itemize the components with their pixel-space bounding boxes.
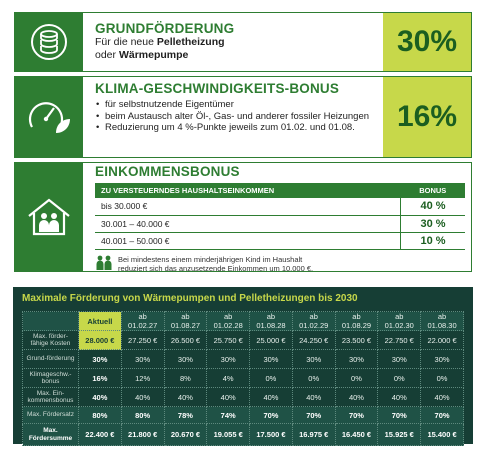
column-header [23,312,79,331]
column-header: ab 01.08.29 [335,312,378,331]
table-cell: 19.055 € [207,424,250,446]
table-cell: 30% [292,350,335,369]
table-cell: 30% [421,350,464,369]
table-cell: 0% [378,369,421,388]
row-label: Klimageschw.-bonus [23,369,79,388]
row-label: Max. Ein-kommensbonus [23,388,79,407]
table-cell: 4% [207,369,250,388]
klima-bonus-card [14,76,472,158]
funding-overview-panel [13,287,473,444]
table-cell: 17.500 € [250,424,293,446]
column-header: ab 01.08.27 [164,312,207,331]
table-cell: 22.750 € [378,331,421,350]
table-cell: 0% [250,369,293,388]
table-row [95,232,465,249]
column-header: Aktuell [79,312,122,331]
income-cell: 40.001 – 50.000 € [95,232,401,249]
table-cell: 8% [164,369,207,388]
percent-badge: 16% [383,77,471,157]
einkommensbonus-card [14,162,472,272]
table-cell: 80% [79,407,122,424]
list-item: • für selbstnutzende Eigentümer [95,99,381,111]
table-cell: 0% [335,369,378,388]
table-cell: 24.250 € [292,331,335,350]
table-cell: 25.750 € [207,331,250,350]
table-cell: 40% [121,388,164,407]
bullet-list [95,99,381,134]
income-cell: bis 30.000 € [95,198,401,215]
table-cell: 22.000 € [421,331,464,350]
table-cell: 70% [250,407,293,424]
table-cell: 23.500 € [335,331,378,350]
table-cell: 30% [207,350,250,369]
table-row [23,407,464,424]
table-cell: 16% [79,369,122,388]
card-title: EINKOMMENSBONUS [95,164,240,179]
list-item: • beim Austausch alter Öl-, Gas- und anderer fossiler Heizungen [95,111,381,123]
table-row [23,331,464,350]
bonus-cell: 40 % [401,198,466,215]
card-text-line: Für die neue Pelletheizung [95,36,225,48]
row-label: Max. Fördersatz [23,407,79,424]
row-label: Max. Fördersumme [23,424,79,446]
note-line: reduziert sich das anzusetzende Einkommen um 10.000 €. [118,264,314,273]
table-cell: 30% [378,350,421,369]
table-cell: 30% [250,350,293,369]
table-cell: 12% [121,369,164,388]
table-row [23,388,464,407]
table-cell: 30% [79,350,122,369]
table-cell: 0% [421,369,464,388]
column-header: ab 01.02.27 [121,312,164,331]
table-cell: 28.000 € [79,331,122,350]
table-cell: 40% [421,388,464,407]
table-cell: 15.400 € [421,424,464,446]
bonus-cell: 30 % [401,215,466,232]
family-house-icon [15,163,83,271]
table-cell: 70% [335,407,378,424]
table-cell: 0% [292,369,335,388]
child-note [95,255,461,274]
list-item: • Reduzierung um 4 %-Punkte jeweils zum 01.02. und 01.08. [95,122,381,134]
column-header: ab 01.02.28 [207,312,250,331]
card-title: KLIMA-GESCHWINDIGKEITS-BONUS [95,81,340,96]
table-cell: 26.500 € [164,331,207,350]
column-header: ab 01.02.29 [292,312,335,331]
card-title: GRUNDFÖRDERUNG [95,21,235,36]
table-cell: 40% [292,388,335,407]
bonus-cell: 10 % [401,232,466,249]
table-cell: 78% [164,407,207,424]
table-cell: 70% [421,407,464,424]
row-label: Max. förder-fähige Kosten [23,331,79,350]
table-cell: 40% [378,388,421,407]
table-cell: 30% [121,350,164,369]
table-cell: 27.250 € [121,331,164,350]
income-cell: 30.001 – 40.000 € [95,215,401,232]
table-row [23,350,464,369]
column-header: ab 01.08.30 [421,312,464,331]
table-cell: 74% [207,407,250,424]
table-header-row [23,312,464,331]
percent-badge: 30% [383,13,471,71]
speedometer-leaf-icon [15,77,83,157]
panel-title: Maximale Förderung von Wärmepumpen und Pelletheizungen bis 2030 [22,293,358,304]
table-cell: 15.925 € [378,424,421,446]
card-text-line: oder Wärmepumpe [95,49,189,61]
note-line: Bei mindestens einem minderjährigen Kind im Haushalt [118,254,303,264]
table-cell: 40% [335,388,378,407]
row-label: Grund-förderung [23,350,79,369]
funding-table [22,311,464,446]
table-cell: 40% [164,388,207,407]
column-header: ab 01.08.28 [250,312,293,331]
table-cell: 70% [292,407,335,424]
table-cell: 25.000 € [250,331,293,350]
table-row [95,198,465,215]
table-row [23,424,464,446]
table-row [23,369,464,388]
column-header: ab 01.02.30 [378,312,421,331]
table-cell: 30% [164,350,207,369]
table-cell: 70% [378,407,421,424]
table-cell: 16.975 € [292,424,335,446]
table-cell: 40% [207,388,250,407]
table-cell: 80% [121,407,164,424]
table-row [95,215,465,232]
bonus-header: BONUS [401,183,466,198]
children-icon [95,255,113,271]
table-cell: 20.670 € [164,424,207,446]
income-header: ZU VERSTEUERNDES HAUSHALTSEINKOMMEN [95,183,401,198]
grundfoerderung-card [14,12,472,72]
table-cell: 21.800 € [121,424,164,446]
table-cell: 22.400 € [79,424,122,446]
table-cell: 40% [250,388,293,407]
table-cell: 40% [79,388,122,407]
coins-icon [15,13,83,71]
income-table [95,183,465,250]
table-cell: 30% [335,350,378,369]
table-cell: 16.450 € [335,424,378,446]
